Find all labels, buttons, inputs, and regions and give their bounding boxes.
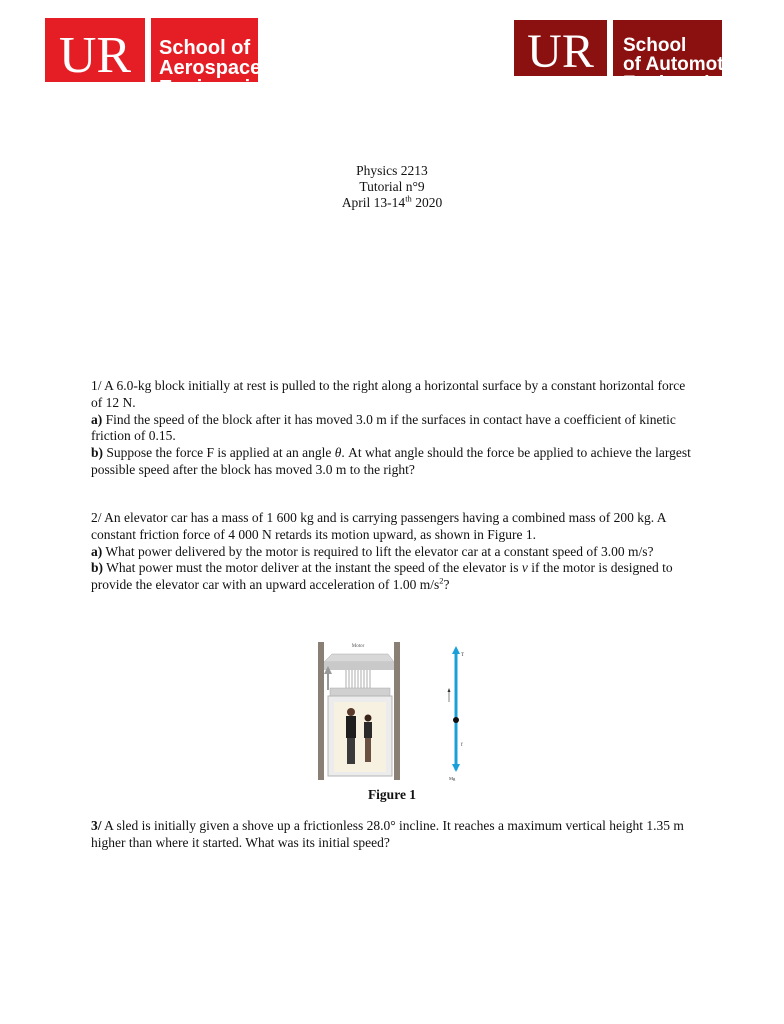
logo-text xyxy=(613,20,751,94)
school-logo-right xyxy=(514,20,751,94)
question-2-part-a xyxy=(91,544,691,561)
date-ordinal: th xyxy=(405,193,412,204)
logo-text xyxy=(151,18,275,99)
question-body: A sled is initially given a shove up a frictionless 28.0° incline. It reaches a maximum vertical height 1.35 m higher than where it started. What was its initial speed? xyxy=(91,818,684,850)
question-1-intro: 1/ A 6.0-kg block initially at rest is pulled to the right along a horizontal surface by a constant horizontal force of 12 N. xyxy=(91,378,686,410)
question-1 xyxy=(91,378,691,479)
course-title: Physics 2213 xyxy=(356,163,428,178)
logo-text-line3: Engineering xyxy=(623,73,733,94)
logo-text-line2: Aerospace xyxy=(159,57,262,79)
logo-text-line2: of Automotive xyxy=(623,54,751,75)
question-2-intro: 2/ An elevator car has a mass of 1 600 kg and is carrying passengers having a combined mass of 200 kg. A constant friction force of 4 000 N retards its motion upward, as shown in Figure 1. xyxy=(91,510,666,542)
question-2-part-b xyxy=(91,560,691,594)
velocity-symbol: v xyxy=(521,560,528,576)
cables xyxy=(346,670,370,688)
logo-text-line3: Engineering xyxy=(159,77,275,99)
document-header xyxy=(0,163,784,211)
shaft-rail-left xyxy=(318,642,324,780)
figure-caption: Figure 1 xyxy=(367,787,417,802)
part-text: if the motor is designed to provide the elevator car with an upward acceleration of 1.00 m/s xyxy=(91,560,673,593)
part-text: Suppose the force F is applied at an angle xyxy=(103,445,335,461)
question-3 xyxy=(91,818,691,852)
car-interior xyxy=(334,702,386,772)
part-label: b) xyxy=(91,445,104,461)
friction-label: f xyxy=(461,743,463,748)
motor-platform xyxy=(324,654,394,662)
question-2 xyxy=(91,510,691,594)
theta-symbol: θ xyxy=(334,445,342,461)
weight-label: Mg xyxy=(449,776,456,781)
part-text: What power delivered by the motor is required to lift the elevator car at a constant speed of 3.00 m/s? xyxy=(102,543,654,559)
part-text: Find the speed of the block after it has moved 3.0 m if the surfaces in contact have a coefficient of kinetic friction of 0.15. xyxy=(91,411,676,444)
passenger-man xyxy=(346,708,356,764)
motor-platform-front xyxy=(324,662,394,670)
free-body-diagram xyxy=(448,646,461,772)
shaft-rail-right xyxy=(394,642,400,780)
exponent: 2 xyxy=(439,575,444,586)
question-label: 3/ xyxy=(91,818,102,833)
part-label: a) xyxy=(91,411,103,427)
logo-text-line1: School of xyxy=(159,37,251,59)
tutorial-number: Tutorial n°9 xyxy=(359,179,425,194)
part-label: a) xyxy=(91,543,103,559)
question-3-text xyxy=(91,818,691,852)
logo-text-line1: School xyxy=(623,35,687,56)
date-year: 2020 xyxy=(411,195,443,210)
logo-mark: UR xyxy=(514,20,607,76)
part-label: b) xyxy=(91,560,104,576)
motor-label: Motor xyxy=(351,644,365,649)
car-roof xyxy=(330,688,390,696)
question-1-part-b xyxy=(91,445,691,479)
school-logo-left xyxy=(45,18,275,99)
date-main: April 13-14 xyxy=(341,195,406,210)
elevator-figure xyxy=(318,640,478,782)
part-text: What power must the motor deliver at the instant the speed of the elevator is xyxy=(103,560,522,576)
question-1-part-a xyxy=(91,412,691,446)
logo-mark: UR xyxy=(45,18,145,82)
tutorial-date xyxy=(0,195,784,211)
tension-label: T xyxy=(461,653,465,658)
part-text: . At what angle should the force be applied to achieve the largest possible speed after the block has moved 3.0 m to the right? xyxy=(91,445,691,477)
part-text: ? xyxy=(443,577,450,593)
